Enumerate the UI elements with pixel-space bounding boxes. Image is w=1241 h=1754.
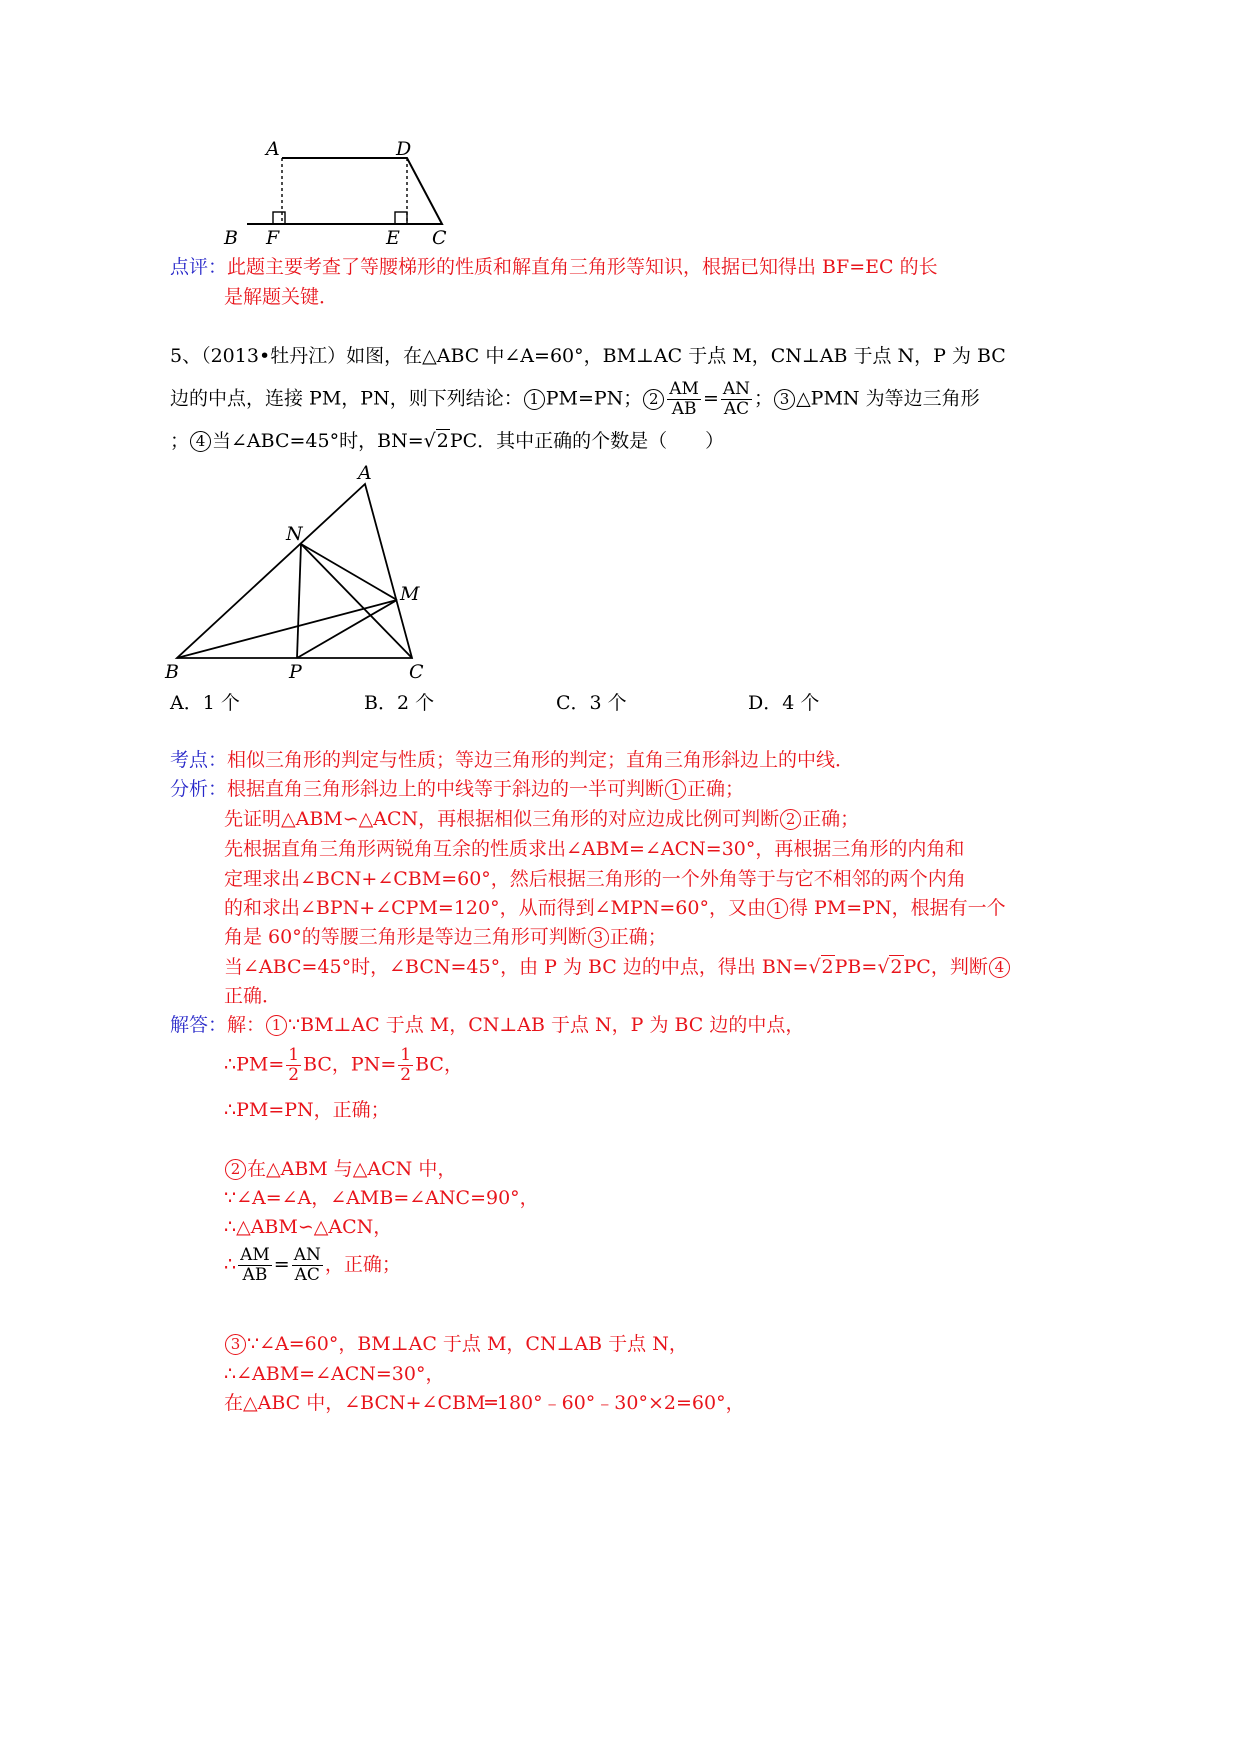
circled-number-3: 3 (774, 389, 795, 410)
right-angle-mark-e (395, 212, 407, 224)
label-a: A (266, 138, 280, 160)
kaodian-line (170, 747, 854, 773)
question-line-2: 边的中点，连接 PM，PN，则下列结论： 1 PM=PN； 2 $\frac{AM}{AB}$ = $\frac{AN}{AC}$ ； 3 △PMN 为等边三角形 (170, 379, 980, 419)
question-line-1 (170, 343, 1006, 369)
circled-number-2: 2 (643, 389, 664, 410)
fraction-an-ac: $\frac{AN}{AC}$ (722, 379, 751, 419)
jieda-line-2: ∴PM= $\frac{1}{2}$ BC，PN= $\frac{1}{2}$ BC， (224, 1045, 463, 1085)
comment-tag: 点评： (170, 256, 228, 278)
label-m: M (400, 583, 420, 605)
comment-line-2: 是解题关键． (224, 286, 339, 308)
fenxi-line-6: 角是 60°的等腰三角形是等边三角形可判断 3 正确； (224, 926, 667, 948)
label-b: B (224, 227, 238, 249)
segment-bm (177, 600, 397, 658)
question-text-3c: PC．其中正确的个数是（ ） (449, 430, 725, 452)
label-d: D (396, 138, 412, 160)
trapezoid-figure (224, 138, 500, 250)
kaodian-tag: 考点： (170, 749, 228, 771)
fenxi-line-7: 当∠ABC=45°时，∠BCN=45°，由 P 为 BC 边的中点，得出 BN=√2PB=√2PC，判断 4 (224, 954, 1011, 980)
fenxi-line-3: 先根据直角三角形两锐角互余的性质求出∠ABM=∠ACN=30°，再根据三角形的内角和 (224, 838, 965, 860)
label-a: A (358, 462, 372, 484)
label-c: C (432, 227, 447, 249)
trapezoid-outline (247, 158, 442, 224)
triangle-abc (177, 484, 412, 658)
label-c: C (409, 661, 424, 683)
fenxi-line-5: 的和求出∠BPN+∠CPM=120°，从而得到∠MPN=60°，又由 1 得 PM=PN，根据有一个 (224, 897, 1006, 919)
sqrt-2: √2 (423, 430, 449, 452)
question-text-2d: △PMN 为等边三角形 (796, 387, 980, 410)
segment-pm (297, 600, 397, 658)
kaodian-text: 相似三角形的判定与性质；等边三角形的判定；直角三角形斜边上的中线． (227, 749, 855, 771)
label-b: B (165, 661, 179, 683)
jieda-line-10: 在△ABC 中，∠BCN+∠CBM═180°﹣60°﹣30°×2=60°， (224, 1392, 745, 1414)
fraction-am-ab: $\frac{AM}{AB}$ (669, 379, 699, 419)
label-n: N (286, 523, 303, 545)
jieda-line-5: ∵∠A=∠A，∠AMB=∠ANC=90°， (224, 1187, 539, 1209)
jieda-line-8: 3 ∵∠A=60°，BM⊥AC 于点 M，CN⊥AB 于点 N， (224, 1331, 688, 1357)
fenxi-line-8: 正确． (224, 985, 282, 1007)
option-c: C．3 个 (556, 692, 627, 714)
jieda-line-9: ∴∠ABM=∠ACN=30°， (224, 1363, 445, 1385)
jieda-line-3: ∴PM=PN，正确； (224, 1099, 390, 1121)
question-text-3b: 当∠ABC=45°时，BN= (212, 430, 424, 452)
question-number: 5、 (170, 345, 202, 367)
label-e: E (386, 227, 400, 249)
jieda-line-6: ∴△ABM∽△ACN， (224, 1216, 393, 1238)
fenxi-tag: 分析： (170, 778, 228, 800)
right-angle-mark-f (273, 212, 285, 224)
comment-text-1: 此题主要考查了等腰梯形的性质和解直角三角形等知识，根据已知得出 BF=EC 的长 (227, 256, 938, 278)
fenxi-line-2: 先证明△ABM∽△ACN，再根据相似三角形的对应边成比例可判断 2 正确； (224, 808, 860, 830)
fenxi-line-1: 分析：根据直角三角形斜边上的中线等于斜边的一半可判断 1 正确； (170, 778, 745, 800)
triangle-figure (165, 462, 435, 682)
question-line-3: ； 4 当∠ABC=45°时，BN=√2PC．其中正确的个数是（ ） (170, 430, 725, 452)
option-d: D．4 个 (748, 692, 820, 714)
segment-pn (297, 544, 301, 658)
option-b: B．2 个 (364, 692, 435, 714)
label-p: P (289, 661, 302, 683)
comment-line-1 (170, 254, 938, 280)
jieda-line-4: 2 在△ABM 与△ACN 中， (224, 1156, 456, 1182)
circled-number-1: 1 (524, 389, 545, 410)
jieda-line-7: ∴ $\frac{AM}{AB}$ = $\frac{AN}{AC}$ ，正确； (224, 1245, 401, 1285)
option-a: A．1 个 (170, 692, 240, 714)
fenxi-line-4: 定理求出∠BCN+∠CBM=60°，然后根据三角形的一个外角等于与它不相邻的两个内角 (224, 868, 966, 890)
circled-number-4: 4 (190, 431, 211, 452)
jieda-line-1: 解答：解： 1 ∵BM⊥AC 于点 M，CN⊥AB 于点 N，P 为 BC 边的中点， (170, 1014, 805, 1036)
label-f: F (266, 227, 280, 249)
question-text-2b: PM=PN； (545, 387, 643, 410)
question-text-1: （2013•牡丹江）如图，在△ABC 中∠A=60°，BM⊥AC 于点 M，CN⊥AB 于点 N，P 为 BC (201, 345, 1006, 367)
jieda-tag: 解答： (170, 1014, 228, 1036)
question-text-2a: 边的中点，连接 PM，PN，则下列结论： (170, 387, 523, 410)
